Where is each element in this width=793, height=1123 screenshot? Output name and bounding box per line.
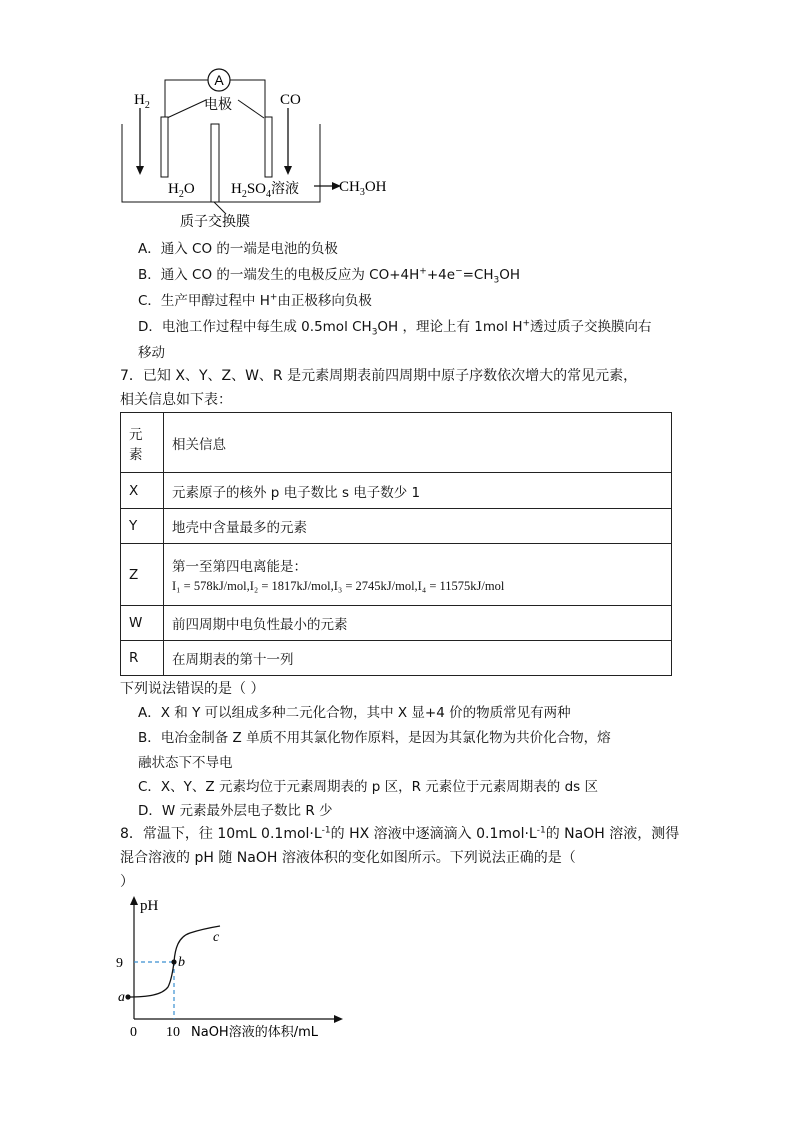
y-axis-label: pH [140,898,159,914]
table-header-row [121,413,672,473]
q7-option-b: B．电冶金制备 Z 单质不用其氯化物作原料，是因为其氯化物为共价化合物，熔 [138,730,611,746]
header-element: 元 素 [121,413,164,473]
y-tick-9: 9 [116,956,123,971]
fuel-cell-diagram [110,62,430,234]
titration-chart [112,893,352,1043]
q8-stem-line2: 混合溶液的 pH 随 NaOH 溶液体积的变化如图所示。下列说法正确的是（ [120,850,576,866]
cell-element: Y [121,509,164,544]
y-axis-arrow [130,896,138,905]
acid-label: $H_2SO_4$溶液 [231,181,300,200]
water-label: $H_2O$ [168,181,195,200]
cell-info: 地壳中含量最多的元素 [164,509,672,544]
cell-info: 第一至第四电离能是： I₁ = 578kJ/mol,I₂ = 1817kJ/mol,I₃ = 2745kJ/mol,I₄ = 11575kJ/mol [164,544,672,606]
proton-membrane [211,124,219,202]
h2-label: $H_2$ [134,92,150,111]
point-a [125,994,130,999]
point-label-a: a [118,990,125,1005]
q7-question: 下列说法错误的是（ ） [120,681,265,697]
left-electrode [161,117,168,177]
q6-option-c: C．生产甲醇过程中 H+由正极移向负极 [138,292,372,309]
header-info: 相关信息 [164,413,672,473]
methanol-label: $CH_3OH$ [339,179,387,198]
cell-element: X [121,473,164,509]
q7-option-b-continued: 融状态下不导电 [138,755,233,771]
element-info-table [120,412,672,676]
table-row [121,641,672,676]
point-label-c: c [213,930,220,945]
q6-option-b: B．通入 CO 的一端发生的电极反应为 $CO+4H^++4e^-=CH_3OH$ [138,266,521,286]
q6-option-a: A．通入 CO 的一端是电池的负极 [138,241,338,257]
q8-stem-line3: ） [120,874,134,890]
cell-info: 元素原子的核外 p 电子数比 s 电子数少 1 [164,473,672,509]
q7-option-c: C．X、Y、Z 元素均位于元素周期表的 p 区，R 元素位于元素周期表的 ds 区 [138,779,598,795]
cell-element: R [121,641,164,676]
point-label-b: b [178,955,185,970]
table-row [121,509,672,544]
co-inlet-arrow [284,166,292,175]
electrode-label: 电极 [204,97,232,113]
table-row [121,606,672,641]
right-electrode [265,117,272,177]
q7-option-d: D．W 元素最外层电子数比 R 少 [138,803,333,819]
q8-stem-line1: 8．常温下，往 10mL $0.1mol\cdot L^{-1}$的 HX 溶液中逐滴滴入 $0.1mol\cdot L^{-1}$的 NaOH 溶液，测得 [120,825,680,842]
q7-stem-line1: 7．已知 X、Y、Z、W、R 是元素周期表前四周期中原子序数依次增大的常见元素， [120,368,638,384]
q7-stem-line2: 相关信息如下表： [120,392,232,408]
table-row [121,473,672,509]
membrane-label: 质子交换膜 [180,214,250,230]
cell-info: 前四周期中电负性最小的元素 [164,606,672,641]
q7-option-a: A．X 和 Y 可以组成多种二元化合物，其中 X 显+4 价的物质常见有两种 [138,705,571,721]
cell-info: 在周期表的第十一列 [164,641,672,676]
co-label: CO [280,92,301,108]
x-axis-arrow [334,1015,343,1023]
cell-element: W [121,606,164,641]
x-axis-label: NaOH溶液的体积/mL [191,1025,318,1040]
ammeter-label: A [214,72,224,88]
cell-element: Z [121,544,164,606]
q6-option-d-continued: 移动 [138,345,165,361]
x-tick-0: 0 [130,1025,137,1040]
table-row [121,544,672,606]
point-b [171,959,176,964]
x-tick-10: 10 [166,1025,180,1040]
q6-option-d: D．电池工作过程中每生成 0.5mol $CH_3OH$ ，理论上有 1mol H+透过质子交换膜向右 [138,318,652,338]
h2-inlet-arrow [136,166,144,175]
